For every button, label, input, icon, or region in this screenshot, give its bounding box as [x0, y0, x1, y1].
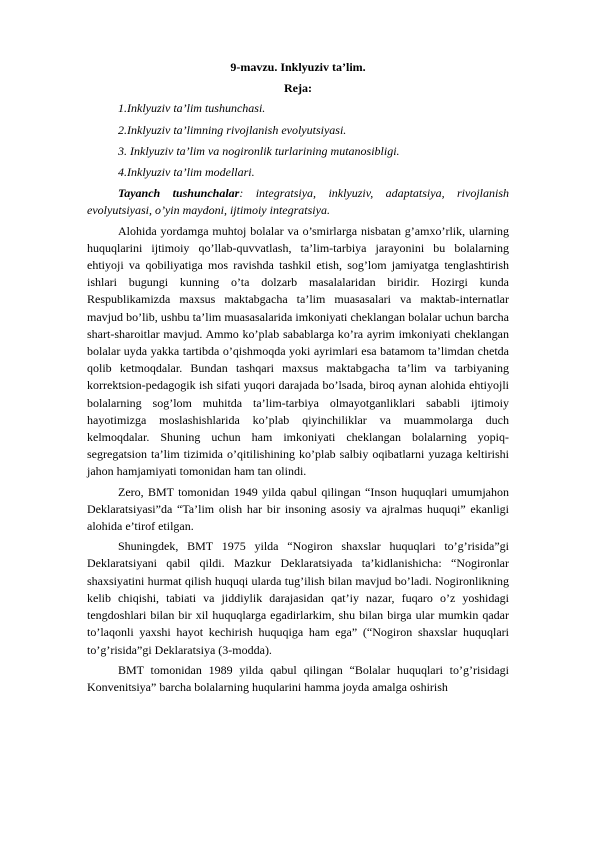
body-paragraph: Alohida yordamga muhtoj bolalar va o’smirlarga nisbatan g’amxo’rlik, ularning huquqlarini ijtimoiy qo’llab-quvvatlash, ta’lim-tarbiya jarayonini bu bolalarning ehtiyoji va qobiliyatiga mos ravishda tashkil etish, sog’lom jamiyatga tenglashtirish ishlari bugungi kunning o’ta dolzarb masalalaridan biridir. Hozirgi kunda Respublikamizda maxsus maktabgacha ta’lim muasasalari va maktab-internatlar mavjud bo’lib, ushbu ta’lim muasasalarida imkoniyati cheklangan bolalar uchun barcha shart-sharoitlar mavjud. Ammo ko’plab sabablarga ko’ra ayrim imkoniyati cheklangan bolalar uyda yakka tartibda o’qishmoqda yoki ayrimlari esa batamom ta’limdan chetda qolib ketmoqdalar. Bundan tashqari maxsus maktabgacha ta’lim va tarbiyaning korrektsion-pedagogik ish sifati yuqori darajada bo’lsada, biroq aynan alohida ehtiyojli bolalarning sog’lom muhitda ta’lim-tarbiya olmayotganliklari sababli ijtimoiy hayotimizga moslashishlarida ko’plab qiyinchiliklar va muammolarga duch kelmoqdalar. Shuning uchun ham imkoniyati cheklangan bolalarning yopiq-segregatsion ta’lim tizimida o’qitilishining ko’plab salbiy oqibatlarni yuzaga keltirishi jahon hamjamiyati tomonidan ham tan olindi.	[87, 223, 509, 479]
key-concepts	[87, 185, 509, 219]
key-concepts-text: : integratsiya, inklyuziv, adaptatsiya, rivojlanish evolyutsiyasi, o’yin maydoni, ijtimoiy integratsiya.	[87, 186, 509, 218]
plan-item: 1.Inklyuziv ta’lim tushunchasi.	[118, 101, 266, 116]
plan-item: 4.Inklyuziv ta’lim modellari.	[118, 165, 255, 180]
body-paragraph: BMT tomonidan 1989 yilda qabul qilingan “Bolalar huquqlari to’g’risidagi Konvenitsiya” barcha bolalarning huqularini hamma joyda amalga oshirish	[87, 662, 509, 694]
body-paragraph: Zero, BMT tomonidan 1949 yilda qabul qilingan “Inson huquqlari umumjahon Deklaratsiyasi”da “Ta’lim olish har bir insoning asosiy va ajralmas huquqi” ekanligi alohida e’tirof etilgan.	[87, 484, 509, 534]
plan-item: 3. Inklyuziv ta’lim va nogironlik turlarining mutanosibligi.	[118, 143, 400, 158]
page-content	[87, 59, 509, 699]
plan-heading: Reja:	[284, 81, 312, 96]
plan-item: 2.Inklyuziv ta’limning rivojlanish evolyutsiyasi.	[118, 122, 347, 137]
page-title: 9-mavzu. Inklyuziv ta’lim.	[230, 60, 366, 74]
body-paragraph: Shuningdek, BMT 1975 yilda “Nogiron shaxslar huquqlari to’g’risida”gi Deklaratsiyani qabil qildi. Mazkur Deklaratsiyada ta’kidlanishicha: “Nogironlar shaxsiyatini hurmat qilish huquqi ularda tug’ilish bilan mavjud bo’ladi. Nogironlikning kelib chiqishi, tabiati va jiddiylik darajasidan qat’iy nazar, fuqaro o’z yoshidagi tengdoshlari bilan bir xil huquqlarga egadirlarkim, shu bilan birga ular mumkin qadar to’laqonli yaxshi hayot kechirish huquqiga ham ega” (“Nogiron shaxslar huquqlari to’g’risida”gi Deklaratsiya (3-modda).	[87, 539, 509, 657]
key-concepts-label: Tayanch tushunchalar	[118, 186, 240, 201]
